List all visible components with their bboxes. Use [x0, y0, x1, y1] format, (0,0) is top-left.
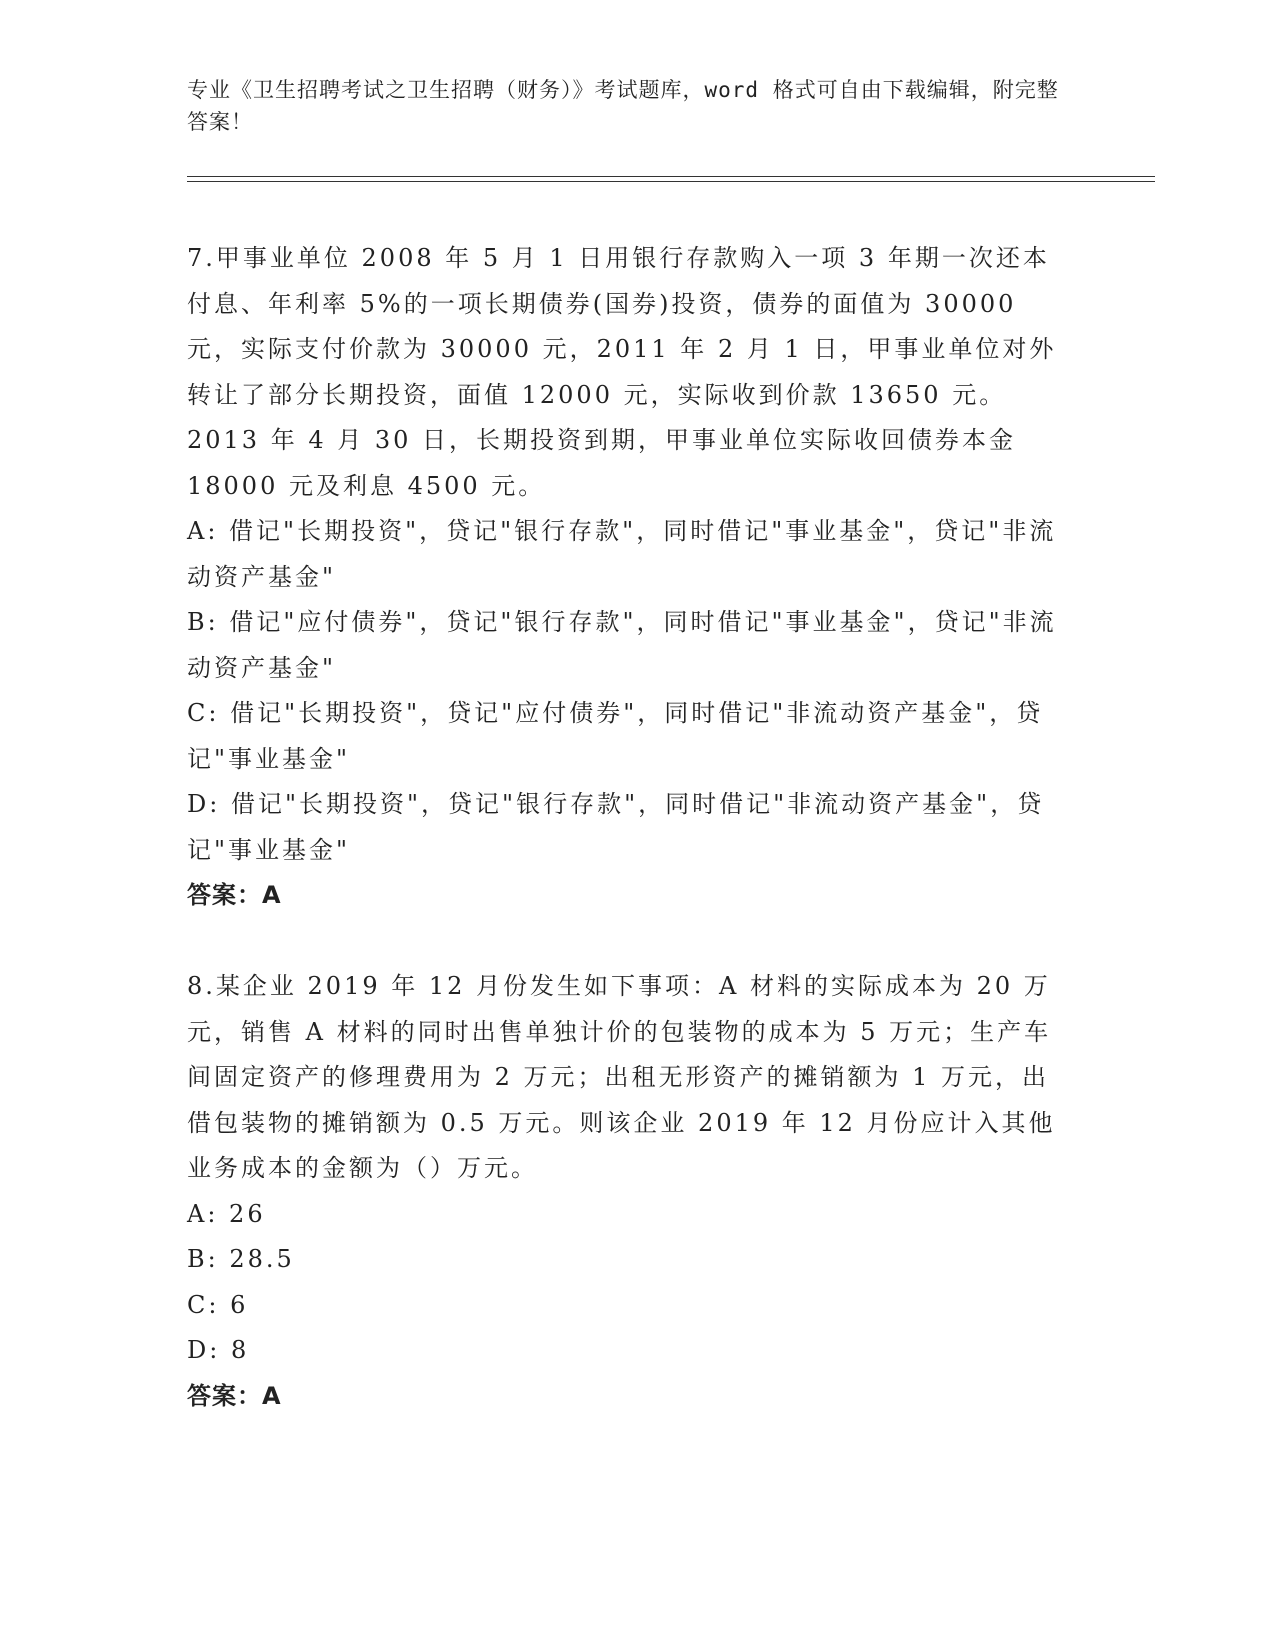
- question-7: [187, 236, 1067, 919]
- answer-label: 答案：A: [187, 1381, 282, 1410]
- header-divider-bottom: [187, 181, 1155, 182]
- option-d: D: 8: [187, 1336, 250, 1364]
- option-b: B: 28.5: [187, 1245, 295, 1273]
- question-stem: 7.甲事业单位 2008 年 5 月 1 日用银行存款购入一项 3 年期一次还本付息、年利率 5%的一项长期债券(国券)投资，债券的面值为 30000 元，实际支付价款为 30000 元，2011 年 2 月 1 日，甲事业单位对外转让了部分长期投资，面值 12000 元，实际收到价款 13650 元。2013 年 4 月 30 日，长期投资到期，甲事业单位实际收回债券本金 18000 元及利息 4500 元。: [187, 244, 1057, 500]
- option-a: A: 26: [187, 1199, 266, 1228]
- option-a: A: 借记"长期投资"，贷记"银行存款"，同时借记"事业基金"，贷记"非流动资产基金": [187, 517, 1057, 591]
- option-c: C: 6: [187, 1290, 249, 1319]
- question-stem: 8.某企业 2019 年 12 月份发生如下事项：A 材料的实际成本为 20 万元，销售 A 材料的同时出售单独计价的包装物的成本为 5 万元；生产车间固定资产的修理费用为 2 万元；出租无形资产的摊销额为 1 万元，出借包装物的摊销额为 0.5 万元。则该企业 2019 年 12 月份应计入其他业务成本的金额为（）万元。: [187, 972, 1056, 1182]
- answer-label: 答案：A: [187, 881, 282, 909]
- question-8: [187, 964, 1067, 1419]
- header-divider-top: [187, 176, 1155, 177]
- document-header: 专业《卫生招聘考试之卫生招聘（财务）》考试题库，word 格式可自由下载编辑，附完整答案！: [187, 78, 1059, 134]
- option-d: D: 借记"长期投资"，贷记"银行存款"，同时借记"非流动资产基金"，贷记"事业基金": [187, 790, 1045, 864]
- option-b: B: 借记"应付债券"，贷记"银行存款"，同时借记"事业基金"，贷记"非流动资产基金": [187, 608, 1057, 682]
- option-c: C: 借记"长期投资"，贷记"应付债券"，同时借记"非流动资产基金"，贷记"事业基金": [187, 699, 1044, 773]
